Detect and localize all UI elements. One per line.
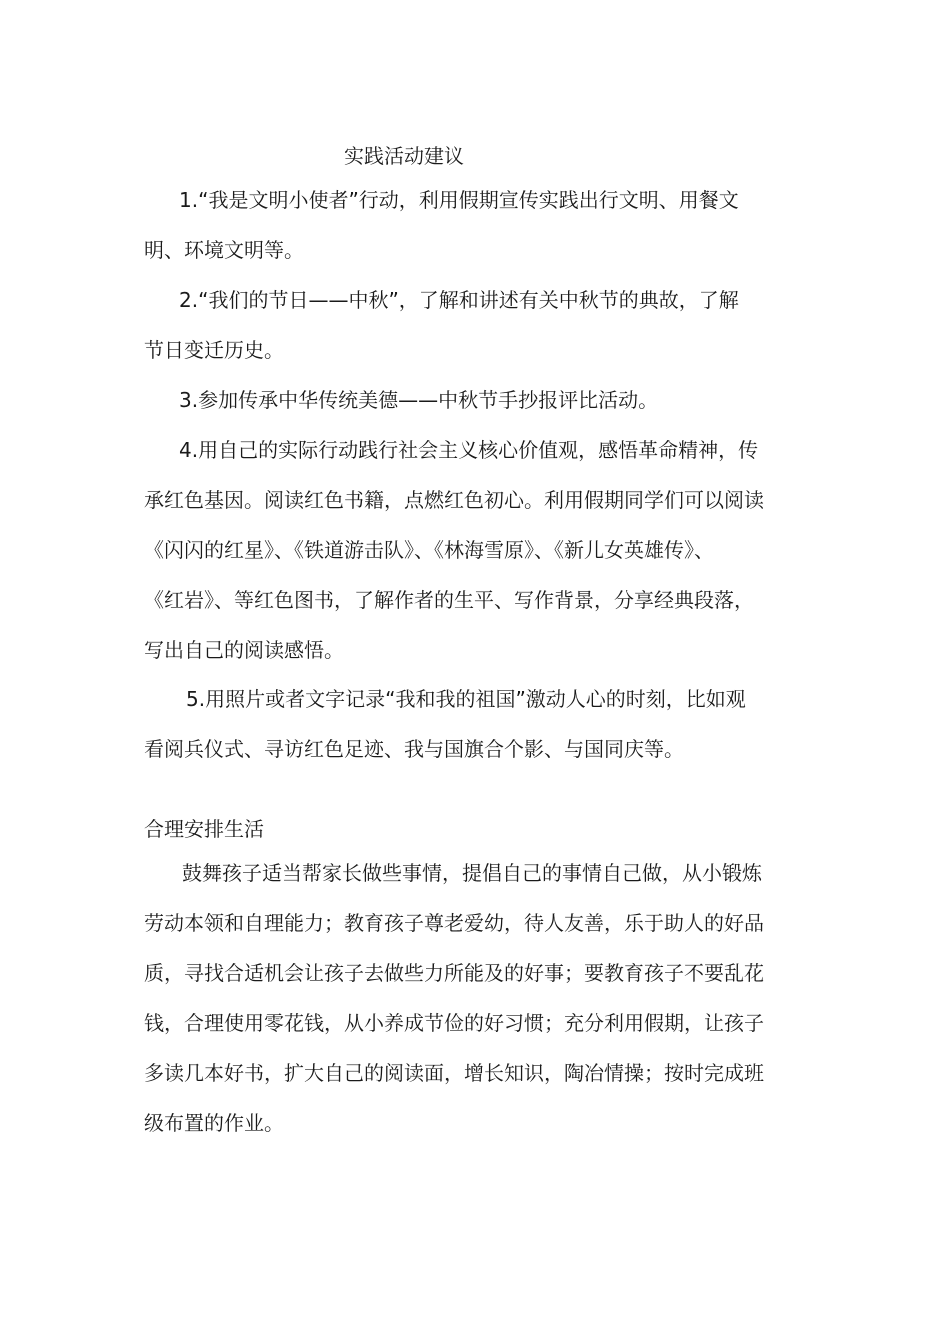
item-2-line-2: 节日变迁历史。 (144, 338, 284, 362)
item-1-line-1: 1.“我是文明小使者”行动，利用假期宣传实践出行文明、用餐文 (179, 188, 739, 212)
item-2-line-1: 2.“我们的节日——中秋”，了解和讲述有关中秋节的典故，了解 (179, 288, 739, 312)
section-2-line-3: 质，寻找合适机会让孩子去做些力所能及的好事；要教育孩子不要乱花 (144, 961, 764, 985)
section-2-line-4: 钱，合理使用零花钱，从小养成节俭的好习惯；充分利用假期，让孩子 (144, 1011, 764, 1035)
section-2-line-1: 鼓舞孩子适当帮家长做些事情，提倡自己的事情自己做，从小锻炼 (182, 861, 762, 885)
item-4-line-2: 承红色基因。阅读红色书籍，点燃红色初心。利用假期同学们可以阅读 (144, 488, 764, 512)
item-4-line-4: 《红岩》、等红色图书，了解作者的生平、写作背景，分享经典段落， (144, 588, 754, 612)
page-title: 实践活动建议 (344, 144, 464, 168)
section-heading: 合理安排生活 (144, 817, 264, 841)
section-2-line-5: 多读几本好书，扩大自己的阅读面，增长知识，陶冶情操；按时完成班 (144, 1061, 764, 1085)
section-2-line-6: 级布置的作业。 (144, 1111, 284, 1135)
item-4-line-5: 写出自己的阅读感悟。 (144, 638, 344, 662)
item-4-line-1: 4.用自己的实际行动践行社会主义核心价值观，感悟革命精神，传 (179, 438, 759, 462)
section-2-line-2: 劳动本领和自理能力；教育孩子尊老爱幼，待人友善，乐于助人的好品 (144, 911, 764, 935)
item-5-line-2: 看阅兵仪式、寻访红色足迹、我与国旗合个影、与国同庆等。 (144, 737, 684, 761)
item-3-line-1: 3.参加传承中华传统美德——中秋节手抄报评比活动。 (179, 388, 659, 412)
item-4-line-3: 《闪闪的红星》、《铁道游击队》、《林海雪原》、《新儿女英雄传》、 (144, 538, 714, 562)
item-5-line-1: 5.用照片或者文字记录“我和我的祖国”激动人心的时刻，比如观 (186, 687, 746, 711)
item-1-line-2: 明、环境文明等。 (144, 238, 304, 262)
